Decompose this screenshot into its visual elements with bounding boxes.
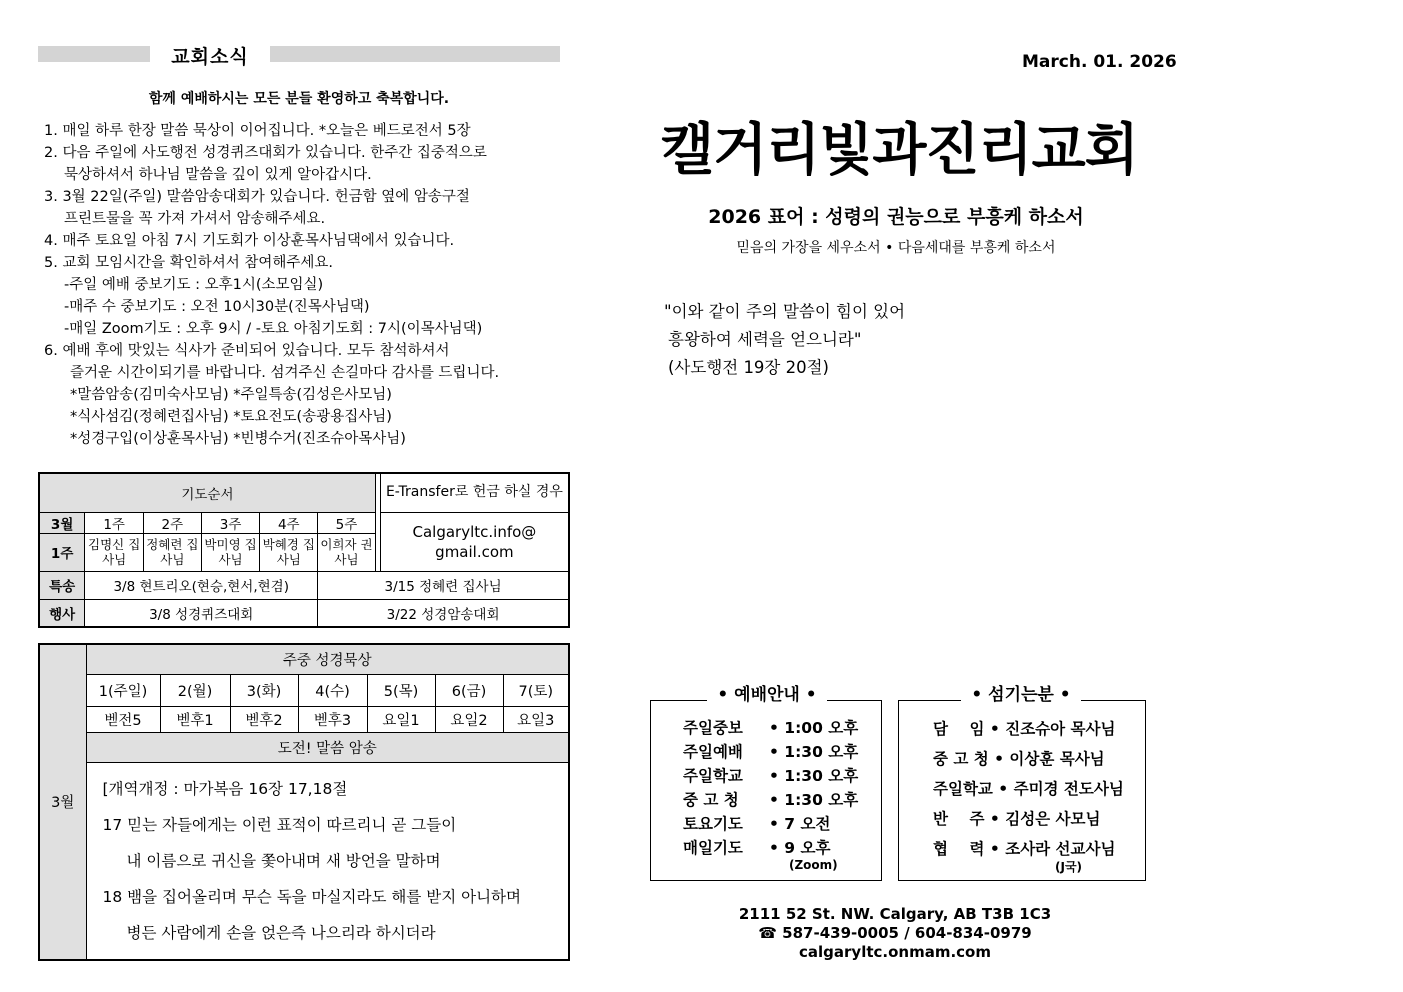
service-row: [683, 764, 869, 788]
notice-line: 5. 교회 모임시간을 확인하셔서 참여해주세요.: [44, 255, 334, 271]
memory-verse: [86, 762, 569, 960]
service-time: • 1:30 오후: [769, 743, 859, 761]
service-name: 주일중보: [683, 719, 743, 737]
special-label: 특송: [39, 571, 85, 599]
service-row: [683, 716, 869, 740]
service-time: • 7 오전: [769, 815, 831, 833]
notice-line: *말씀암송(김미숙사모님) *주일특송(김성은사모님): [70, 387, 392, 403]
bible-title: 주중 성경묵상: [86, 644, 569, 674]
notice-line: 4. 매주 토요일 아침 7시 기도회가 이상훈목사님댁에서 있습니다.: [44, 233, 455, 249]
event-item: 3/22 성경암송대회: [318, 599, 569, 627]
day-header: 5(목): [367, 674, 435, 706]
event-item: 3/8 성경퀴즈대회: [85, 599, 318, 627]
verse-line: [개역개정 : 마가복음 16장 17,18절: [102, 779, 348, 798]
notice-line: 프린트물을 꼭 가져 가셔서 암송해주세요.: [64, 211, 326, 227]
scripture-line: "이와 같이 주의 말씀이 힘이 있어: [664, 302, 906, 321]
contact-info: [700, 905, 1090, 962]
book-cell: 벧후3: [298, 706, 367, 732]
etransfer-email: Calgaryltc.info@ gmail.com: [380, 512, 569, 571]
book-cell: 벧후2: [230, 706, 298, 732]
box-border: [827, 700, 881, 701]
notice-line: 2. 다음 주일에 사도행전 성경퀴즈대회가 있습니다. 한주간 집중적으로: [44, 145, 487, 161]
service-time: • 1:30 오후: [769, 791, 859, 809]
challenge-title: 도전! 말씀 암송: [86, 732, 569, 762]
prayer-row-label: 1주: [39, 533, 85, 571]
staff-info-box: [898, 685, 1146, 881]
week-header: 4주: [260, 512, 318, 533]
bible-month: 3월: [39, 644, 86, 960]
church-name: 캘거리빛과진리교회: [660, 118, 1138, 183]
service-name: 매일기도: [683, 839, 743, 857]
week-header: 3주: [201, 512, 260, 533]
box-border: [899, 700, 961, 701]
notice-line: -매주 수 중보기도 : 오전 10시30분(진목사님댁): [64, 299, 370, 315]
verse-line: 18 뱀을 집어올리며 무슨 독을 마실지라도 해를 받지 아니하며: [102, 887, 521, 906]
book-cell: 요일2: [435, 706, 503, 732]
service-row: [683, 812, 869, 836]
worship-info-box: [650, 685, 882, 881]
church-website[interactable]: calgaryltc.onmam.com: [799, 943, 991, 961]
day-header: 3(화): [230, 674, 298, 706]
prayer-name: 박혜경 집사님: [260, 533, 318, 571]
day-header: 1(주일): [86, 674, 160, 706]
book-cell: 벧전5: [86, 706, 160, 732]
special-item: 3/15 정혜련 집사님: [318, 571, 569, 599]
service-time: • 1:30 오후: [769, 767, 859, 785]
service-name: 중 고 청: [683, 791, 739, 809]
sub-motto: 믿음의 가장을 세우소서 • 다음세대를 부흥케 하소서: [736, 240, 1056, 256]
prayer-name: 이희자 권사님: [318, 533, 376, 571]
notice-list: [44, 120, 564, 450]
service-list: [683, 716, 869, 860]
service-name: 주일예배: [683, 743, 743, 761]
header-bar-left: [38, 46, 150, 62]
scripture-line: 흥왕하여 세력을 얻으니라": [668, 330, 862, 349]
zoom-note: (Zoom): [789, 858, 838, 872]
staff-member: 반 주 • 김성은 사모님: [933, 810, 1101, 828]
scripture-quote: [664, 298, 905, 382]
notice-line: 1. 매일 하루 한장 말씀 묵상이 이어집니다. *오늘은 베드로전서 5장: [44, 123, 471, 139]
day-header: 4(수): [298, 674, 367, 706]
etransfer-title: E-Transfer로 헌금 하실 경우: [380, 473, 569, 512]
book-cell: 요일1: [367, 706, 435, 732]
bulletin-date: March. 01. 2026: [1022, 52, 1177, 72]
service-time: • 1:00 오후: [769, 719, 859, 737]
day-header: 7(토): [503, 674, 569, 706]
welcome-message: 함께 예배하시는 모든 분들 환영하고 축복합니다.: [148, 91, 450, 107]
book-cell: 요일3: [503, 706, 569, 732]
bible-reading-table: [38, 643, 570, 961]
staff-list: [933, 714, 1124, 864]
verse-line: 병든 사람에게 손을 얹은즉 나으리라 하시더라: [126, 923, 436, 942]
staff-member: 담 임 • 진조슈아 목사님: [933, 720, 1116, 738]
notice-line: *식사섬김(정혜련집사님) *토요전도(송광용집사님): [70, 409, 392, 425]
prayer-month: 3월: [39, 512, 85, 533]
service-row: [683, 788, 869, 812]
church-phone: ☎ 587-439-0005 / 604-834-0979: [758, 924, 1032, 942]
notice-line: 3. 3월 22일(주일) 말씀암송대회가 있습니다. 헌금함 옆에 암송구절: [44, 189, 470, 205]
header-bar-right: [270, 46, 560, 62]
day-header: 2(월): [160, 674, 230, 706]
notice-line: *성경구입(이상훈목사님) *빈병수거(진조슈아목사님): [70, 431, 406, 447]
prayer-schedule-table: [38, 472, 570, 628]
service-name: 주일학교: [683, 767, 743, 785]
week-header: 1주: [85, 512, 144, 533]
prayer-name: 김명신 집사님: [85, 533, 144, 571]
service-row: [683, 836, 869, 860]
box-border: [1081, 700, 1145, 701]
prayer-title: 기도순서: [39, 473, 375, 512]
notice-line: 즐거운 시간이되기를 바랍니다. 섬겨주신 손길마다 감사를 드립니다.: [70, 365, 500, 381]
notice-line: 6. 예배 후에 맛있는 식사가 준비되어 있습니다. 모두 참석하셔서: [44, 343, 450, 359]
week-header: 2주: [144, 512, 202, 533]
box-border: [651, 700, 707, 701]
service-name: 토요기도: [683, 815, 743, 833]
worship-title: • 예배안내 •: [717, 685, 817, 705]
staff-member: 협 력 • 조사라 선교사님: [933, 840, 1116, 858]
church-address: 2111 52 St. NW. Calgary, AB T3B 1C3: [738, 905, 1052, 923]
service-time: • 9 오후: [769, 839, 831, 857]
week-header: 5주: [318, 512, 376, 533]
prayer-name: 정혜련 집사님: [144, 533, 202, 571]
prayer-name: 박미영 집사님: [201, 533, 260, 571]
staff-title: • 섬기는분 •: [971, 685, 1071, 705]
book-cell: 벧후1: [160, 706, 230, 732]
staff-member: 중 고 청 • 이상훈 목사님: [933, 750, 1105, 768]
service-row: [683, 740, 869, 764]
verse-line: 내 이름으로 귀신을 쫓아내며 새 방언을 말하며: [126, 851, 441, 870]
event-label: 행사: [39, 599, 85, 627]
news-title: 교회소식: [171, 46, 249, 68]
staff-member: 주일학교 • 주미경 전도사님: [933, 780, 1124, 798]
annual-motto: 2026 표어 : 성령의 권능으로 부흥케 하소서: [708, 206, 1084, 228]
notice-line: 묵상하셔서 하나님 말씀을 깊이 있게 알아갑시다.: [64, 167, 372, 183]
news-header: [38, 42, 560, 66]
notice-line: -주일 예배 중보기도 : 오후1시(소모임실): [64, 277, 324, 293]
staff-note: (J국): [1055, 860, 1083, 874]
notice-line: -매일 Zoom기도 : 오후 9시 / -토요 아침기도회 : 7시(이목사님댁): [64, 321, 483, 337]
verse-line: 17 믿는 자들에게는 이런 표적이 따르리니 곧 그들이: [102, 815, 457, 834]
special-item: 3/8 현트리오(현승,현서,현겸): [85, 571, 318, 599]
day-header: 6(금): [435, 674, 503, 706]
scripture-reference: (사도행전 19장 20절): [668, 358, 829, 377]
